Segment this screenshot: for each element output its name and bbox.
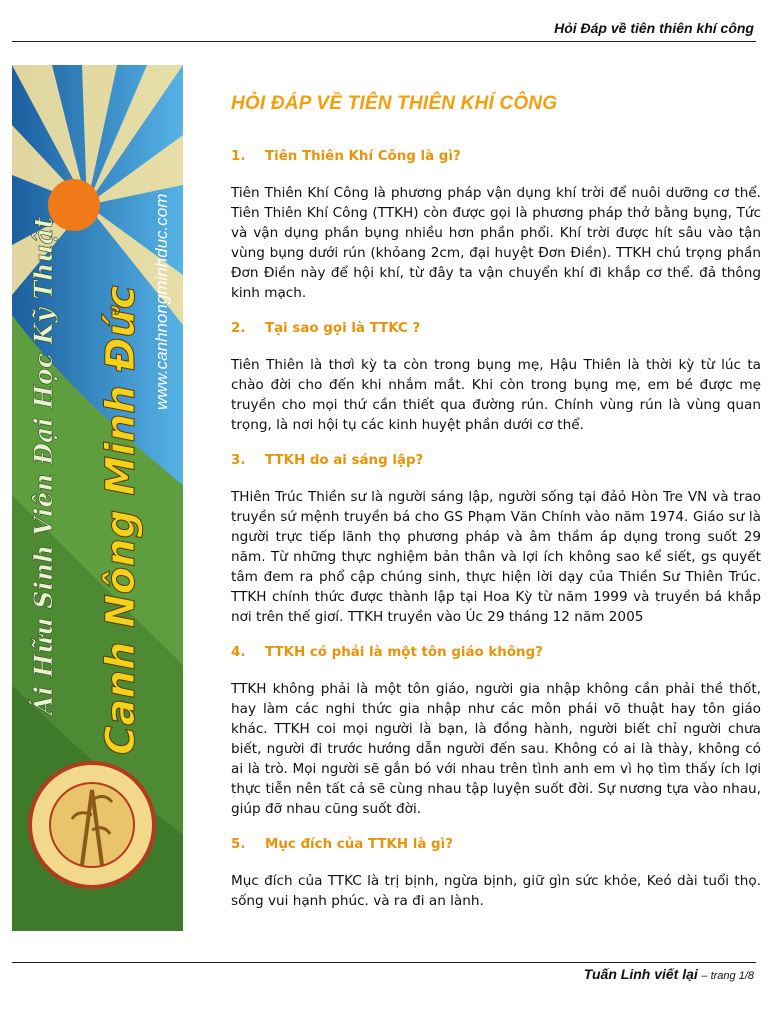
question-heading: 2. Tại sao gọi là TTKC ? <box>231 321 421 336</box>
footer-divider <box>12 962 756 963</box>
qa-section <box>231 453 761 627</box>
university-seal-icon <box>30 763 154 887</box>
question-heading: 4. TTKH có phải là một tôn giáo không? <box>231 645 543 660</box>
question-heading: 5. Mục đích của TTKH là gì? <box>231 837 453 852</box>
answer-paragraph: TTKH không phải là một tôn giáo, người gia nhập không cần phải thề thốt, hay làm các nghi thức gia nhập như các môn phái võ thuật hay tôn giáo khác. TTKH coi mọi người là bạn, là đồng hành, người biết chỉ người chưa biết, người đi trước hướng dẫn người đến sau. Không có ai là thày, không có ai là trò. Mọi người sẽ gắn bó với nhau trên tình anh em vì họ tìm thấy ích lợi thực tiễn nên tất cả sẽ cùng nhau tập luyện suốt đời. Sự nương tựa vào nhau, giúp đỡ nhau cũng suốt đời. <box>231 681 761 817</box>
running-header: Hỏi Đáp về tiên thiên khí công <box>554 20 754 36</box>
answer-paragraph: THiên Trúc Thiền sư là người sáng lập, người sống tại đảỏ Hòn Tre VN và trao truyền sứ mệnh truyền bá cho GS Phạm Văn Chính vào năm 1974. Giáo sư là người trực tiếp lãnh thọ phương pháp và âm thầm áp dụng trong suốt 29 năm. Từ những thực nghiệm bản thân và lợi ích không sao kể siết, gs quyết tâm đem ra phổ cập chúng sinh, thực hiện lời dạy của Thiền Sư Thiên Trúc. TTKH chính thức được thành lập tại Hoa Kỳ từ năm 1999 và truyền bá khắp nơi trên thế giơí. TTKH truyền vào Úc 29 tháng 12 năm 2005 <box>231 489 761 625</box>
banner-website: www.canhnongminhduc.com <box>152 193 171 410</box>
qa-section <box>231 149 761 303</box>
page-footer <box>584 966 754 982</box>
document-body <box>231 93 761 929</box>
qa-section <box>231 645 761 819</box>
document-title: HỎI ĐÁP VỀ TIÊN THIÊN KHÍ CÔNG <box>231 93 558 114</box>
answer-paragraph: Tiên Thiên là thơì kỳ ta còn trong bụng mẹ, Hậu Thiên là thời kỳ từ lúc ta chào đời cho đến khi nhắm mắt. Khi còn trong bụng mẹ, em bé được mẹ truyền cho mọi thứ cần thiết qua đường rún. Chính vùng rún là vùng quan trọng, là nơi hội tụ các kinh huyệt phần dưới cơ thể. <box>231 357 761 433</box>
answer-paragraph: Mục đích của TTKC là trị bịnh, ngừa bịnh, giữ gìn sức khỏe, Keó dài tuổi thọ. sống vui hạnh phúc. và ra đi an lành. <box>231 873 761 909</box>
question-heading: 1. Tiên Thiên Khí Công là gì? <box>231 149 461 164</box>
side-banner-logo <box>12 65 183 931</box>
qa-section <box>231 837 761 911</box>
question-heading: 3. TTKH do ai sáng lập? <box>231 453 424 468</box>
header-divider <box>12 41 756 42</box>
banner-motto: Ái Hữu Sinh Viên Đại Học Kỹ Thuật <box>29 216 58 715</box>
footer-author: Tuấn Linh viết lại <box>583 966 698 982</box>
qa-section <box>231 321 761 435</box>
answer-paragraph: Tiên Thiên Khí Công là phương pháp vận dụng khí trời để nuôi dưỡng cơ thể. Tiên Thiên Khí Công (TTKH) còn được gọi là phương pháp thở bằng bụng, Tức và vận dụng phần bụng nhiều hơn phần phổi. Khí trời được hít sâu vào tận vùng bụng dưới rún (khỏang 2cm, đại huyệt Đơn Điền). TTKH chú trọng phần Đơn Điền này để hội khí, từ đây ta vận chuyển khí đi khắp cơ thể. đả thông kinh mạch. <box>231 185 761 301</box>
page-number: – trang 1/8 <box>701 970 754 982</box>
banner-brand: Canh Nông Minh Đức <box>98 285 144 755</box>
